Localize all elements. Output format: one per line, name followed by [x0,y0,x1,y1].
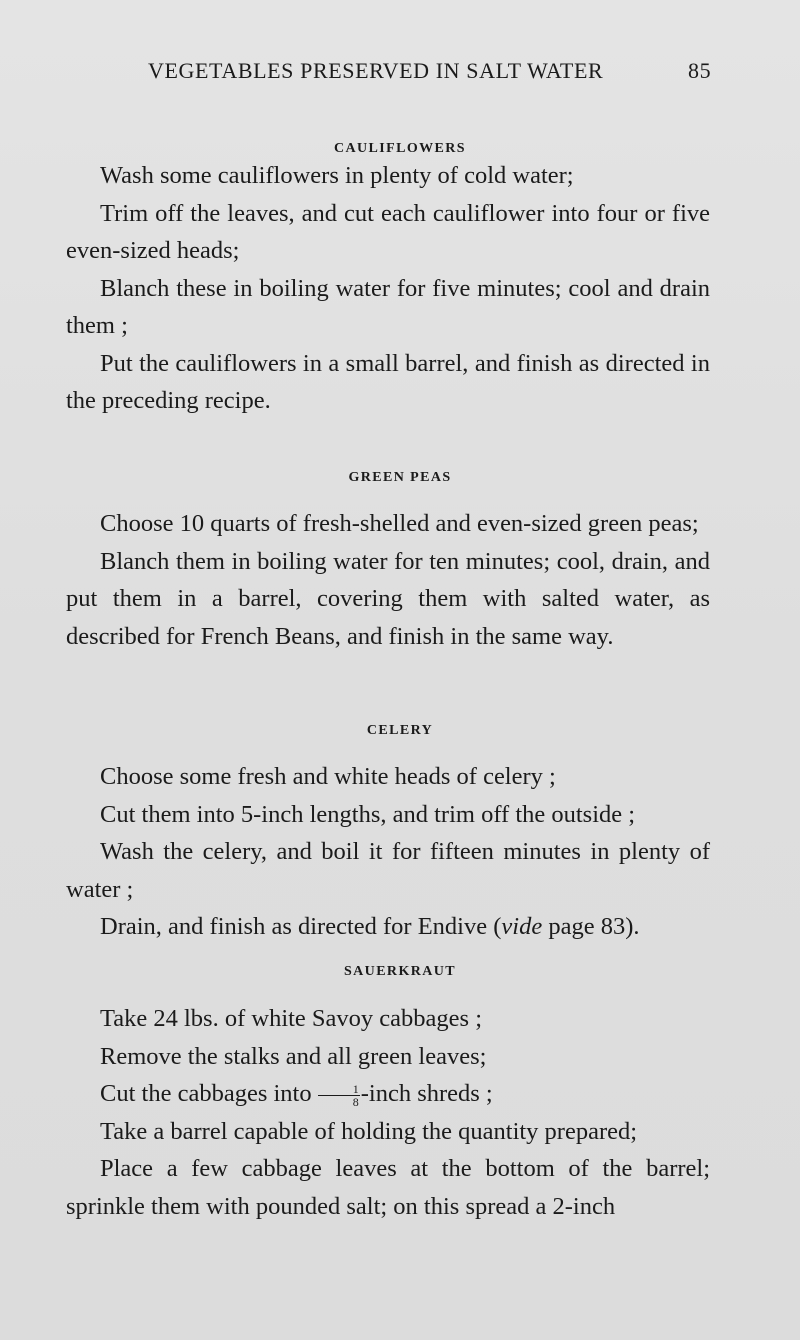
paragraph: Wash the celery, and boil it for fifteen minutes in plenty of water ; [66,838,710,903]
paragraph: Wash some cauliflowers in plenty of cold water; [100,162,574,189]
paragraph: Choose some fresh and white heads of celery ; [100,763,556,790]
section-body-celery [66,758,710,946]
paragraph: Put the cauliflowers in a small barrel, and finish as directed in the preceding recipe. [66,349,710,414]
paragraph: Cut them into 5-inch lengths, and trim off the outside ; [100,800,636,828]
paragraph: Remove the stalks and all green leaves; [100,1042,487,1070]
paragraph: Choose 10 quarts of fresh-shelled and even-sized green peas; [100,510,699,537]
paragraph-text: page 83). [542,913,640,940]
section-title-celery: CELERY [366,723,434,738]
section-title-cauliflowers: CAULIFLOWERS [334,141,466,156]
paragraph: Blanch them in boiling water for ten minutes; cool, drain, and put them in a barrel, covering them with salted water, as described for French Beans, and finish in the same way. [66,547,710,650]
paragraph: Place a few cabbage leaves at the bottom of the barrel; sprinkle them with pounded salt; on this spread a 2-inch [66,1155,710,1220]
section-title-green-peas: GREEN PEAS [348,470,452,485]
section-title-sauerkraut: SAUERKRAUT [343,964,456,979]
section-body-cauliflowers [66,157,710,420]
running-head [148,58,712,84]
fraction-numerator: 1 [318,1083,360,1096]
running-title: VEGETABLES PRESERVED IN SALT WATER [148,58,604,83]
paragraph: Take a barrel capable of holding the quantity prepared; [100,1117,638,1145]
paragraph [66,1075,710,1113]
section-body-sauerkraut [66,1000,710,1225]
page-number: 85 [688,58,712,83]
paragraph [66,908,710,946]
paragraph: Blanch these in boiling water for five minutes; cool and drain them ; [66,274,710,339]
section-body-green-peas [66,505,710,655]
paragraph-text: Cut the cabbages into [100,1080,318,1107]
fraction-denominator: 8 [352,1094,359,1109]
italic-vide: vide [501,913,543,940]
fraction-one-eighth [318,1083,360,1108]
paragraph-text: -inch shreds ; [360,1080,493,1107]
paragraph: Take 24 lbs. of white Savoy cabbages ; [100,1005,483,1032]
paragraph: Trim off the leaves, and cut each cauliflower into four or five even-sized heads; [66,199,710,264]
paragraph-text: Drain, and finish as directed for Endive ( [100,913,502,940]
